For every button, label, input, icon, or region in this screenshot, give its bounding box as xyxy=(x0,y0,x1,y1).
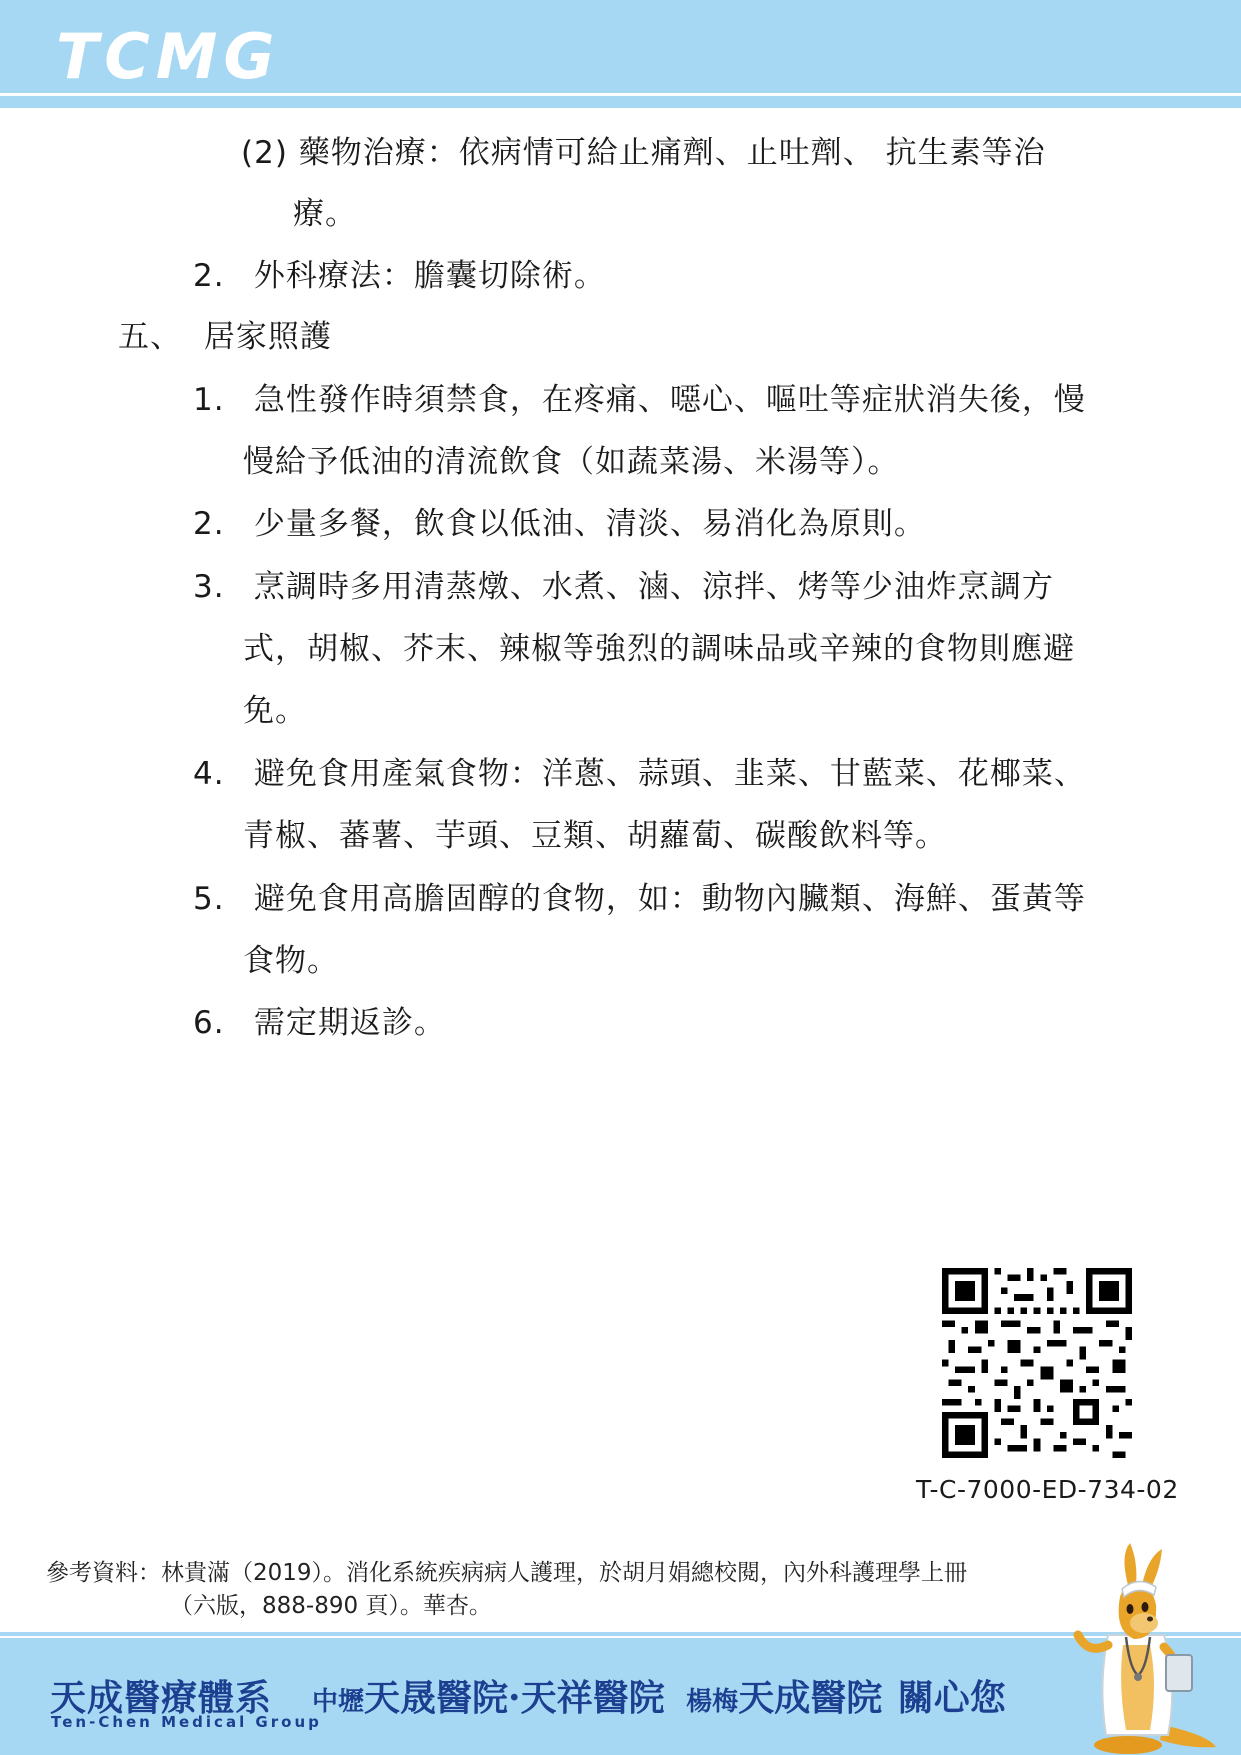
group-english-name: Ten-Chen Medical Group xyxy=(51,1713,322,1731)
separator-dot: · xyxy=(508,1677,521,1719)
item-number: 2. xyxy=(193,506,225,542)
header-band-lower xyxy=(0,96,1241,108)
item-line xyxy=(193,754,1086,794)
item-line xyxy=(193,1003,446,1043)
item-line xyxy=(193,879,1086,919)
item-text: 式，胡椒、芥末、辣椒等強烈的調味品或辛辣的食物則應避 xyxy=(243,631,1075,667)
item-text: 避免食用高膽固醇的食物，如：動物內臟類、海鮮、蛋黃等 xyxy=(253,881,1086,917)
kangaroo-doctor-mascot-icon xyxy=(1068,1535,1218,1755)
location-label: 楊梅 xyxy=(686,1687,739,1717)
item-text: 免。 xyxy=(243,693,307,729)
footer-divider xyxy=(0,1632,1241,1636)
hospital-name: 天成醫院 xyxy=(738,1677,883,1719)
item-line xyxy=(243,691,307,731)
item-text: 急性發作時須禁食，在疼痛、噁心、嘔吐等症狀消失後，慢 xyxy=(253,382,1086,418)
item-number: 4. xyxy=(193,756,225,792)
item-text: 療。 xyxy=(293,196,357,232)
item-number: 6. xyxy=(193,1005,225,1041)
item-line xyxy=(193,504,926,544)
item-number: (2) xyxy=(241,135,288,171)
hospital-name: 天祥醫院 xyxy=(520,1677,665,1719)
item-number: 3. xyxy=(193,569,225,605)
section-number: 五、 xyxy=(118,319,182,355)
tcmg-logo: TCMG xyxy=(56,20,281,93)
document-code: T-C-7000-ED-734-02 xyxy=(916,1475,1179,1504)
footer-tagline xyxy=(312,1670,1006,1721)
item-number: 1. xyxy=(193,382,225,418)
section-heading xyxy=(118,317,332,357)
item-line xyxy=(193,567,1054,607)
item-number: 5. xyxy=(193,881,225,917)
item-line xyxy=(193,256,606,296)
qr-code-icon[interactable] xyxy=(942,1268,1132,1458)
item-text: 慢給予低油的清流飲食（如蔬菜湯、米湯等）。 xyxy=(243,444,900,480)
item-text: 需定期返診。 xyxy=(253,1005,446,1041)
item-line xyxy=(293,194,357,234)
reference-line-1: 參考資料：林貴滿（2019）。消化系統疾病病人護理，於胡月娟總校閱，內外科護理學上冊 xyxy=(46,1560,968,1586)
item-text: 藥物治療：依病情可給止痛劑、止吐劑、 抗生素等治 xyxy=(298,135,1046,171)
item-line xyxy=(243,629,1075,669)
item-line xyxy=(243,816,947,856)
item-line xyxy=(243,442,900,482)
care-label: 關心您 xyxy=(897,1677,1006,1719)
section-title: 居家照護 xyxy=(203,319,332,355)
item-text: 避免食用產氣食物：洋蔥、蒜頭、韭菜、甘藍菜、花椰菜、 xyxy=(253,756,1086,792)
location-label: 中壢 xyxy=(312,1687,365,1717)
hospital-name: 天晟醫院 xyxy=(364,1677,509,1719)
item-text: 青椒、蕃薯、芋頭、豆類、胡蘿蔔、碳酸飲料等。 xyxy=(243,818,947,854)
item-text: 食物。 xyxy=(243,943,339,979)
item-text: 烹調時多用清蒸燉、水煮、滷、涼拌、烤等少油炸烹調方 xyxy=(253,569,1054,605)
reference-line-2: （六版，888-890 頁）。華杏。 xyxy=(170,1593,492,1619)
group-name: 天成醫療體系 xyxy=(50,1677,273,1719)
item-line xyxy=(241,133,1046,173)
item-text: 少量多餐，飲食以低油、清淡、易消化為原則。 xyxy=(253,506,926,542)
item-number: 2. xyxy=(193,258,225,294)
item-line xyxy=(243,941,339,981)
item-text: 外科療法：膽囊切除術。 xyxy=(253,258,606,294)
item-line xyxy=(193,380,1086,420)
